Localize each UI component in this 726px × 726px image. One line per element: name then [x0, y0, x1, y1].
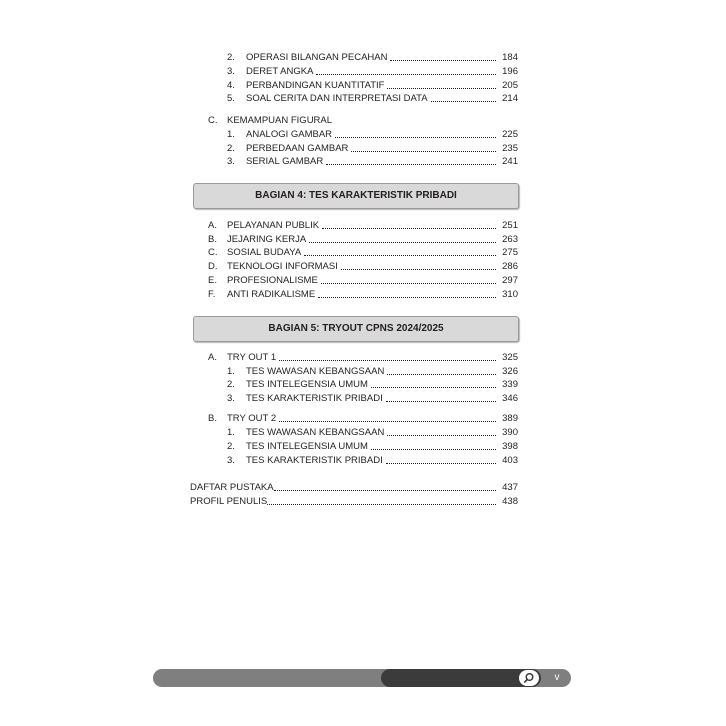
bagian-5-heading[interactable]: BAGIAN 5: TRYOUT CPNS 2024/2025 [193, 316, 519, 342]
entry-number: 2. [227, 52, 235, 63]
entry-title: TES WAWASAN KEBANGSAAN [246, 427, 385, 438]
entry-title: ANTI RADIKALISME [227, 289, 316, 300]
entry-number: 2. [227, 143, 235, 154]
dot-leader [326, 156, 496, 165]
entry-number: 3. [227, 156, 235, 167]
entry-page: 205 [502, 80, 518, 91]
entry-number: 4. [227, 80, 235, 91]
dot-leader [279, 352, 496, 361]
toc-entry[interactable] [190, 482, 518, 494]
horizontal-scrollbar[interactable] [153, 669, 571, 687]
magnifier-icon [523, 672, 535, 684]
dot-leader [386, 393, 496, 402]
entry-title: TRY OUT 1 [227, 352, 277, 363]
entry-page: 235 [502, 143, 518, 154]
toc-entry[interactable] [227, 393, 518, 405]
entry-page: 398 [502, 441, 518, 452]
toc-entry[interactable] [227, 143, 518, 155]
dot-leader [387, 366, 496, 375]
entry-page: 275 [502, 247, 518, 258]
scrollbar-thumb[interactable] [381, 669, 541, 687]
toc-entry[interactable] [227, 427, 518, 439]
entry-number: 1. [227, 427, 235, 438]
dot-leader [274, 482, 496, 491]
entry-page: 403 [502, 455, 518, 466]
dot-leader [335, 129, 496, 138]
entry-page: 214 [502, 93, 518, 104]
section-letter: C. [208, 115, 218, 126]
entry-title: SERIAL GAMBAR [246, 156, 324, 167]
toc-entry[interactable] [227, 366, 518, 378]
entry-title: DAFTAR PUSTAKA [190, 482, 274, 493]
toc-entry[interactable] [227, 379, 518, 391]
toc-entry[interactable] [208, 234, 518, 246]
entry-page: 241 [502, 156, 518, 167]
entry-page: 263 [502, 234, 518, 245]
dot-leader [431, 93, 496, 102]
entry-letter: B. [208, 413, 217, 424]
entry-page: 225 [502, 129, 518, 140]
dot-leader [267, 496, 496, 505]
toc-entry[interactable] [227, 93, 518, 105]
entry-number: 1. [227, 129, 235, 140]
entry-title: PERBANDINGAN KUANTITATIF [246, 80, 385, 91]
entry-letter: F. [208, 289, 216, 300]
entry-letter: E. [208, 275, 217, 286]
toc-entry[interactable] [227, 129, 518, 141]
section-title: KEMAMPUAN FIGURAL [227, 115, 333, 126]
toc-entry[interactable] [208, 289, 518, 301]
dot-leader [390, 52, 496, 61]
dot-leader [387, 80, 496, 89]
dot-leader [371, 379, 496, 388]
entry-letter: D. [208, 261, 218, 272]
toc-entry[interactable] [227, 80, 518, 92]
bagian-4-heading[interactable]: BAGIAN 4: TES KARAKTERISTIK PRIBADI [193, 183, 519, 209]
dot-leader [309, 234, 496, 243]
entry-page: 390 [502, 427, 518, 438]
entry-title: TEKNOLOGI INFORMASI [227, 261, 338, 272]
dot-leader [321, 275, 496, 284]
entry-number: 5. [227, 93, 235, 104]
dot-leader [371, 441, 496, 450]
zoom-button[interactable] [519, 670, 539, 686]
dot-leader [386, 455, 496, 464]
entry-title: PELAYANAN PUBLIK [227, 220, 320, 231]
dot-leader [279, 413, 496, 422]
dot-leader [387, 427, 496, 436]
entry-page: 326 [502, 366, 518, 377]
entry-title: SOSIAL BUDAYA [227, 247, 302, 258]
entry-title: TRY OUT 2 [227, 413, 277, 424]
toc-entry[interactable] [208, 413, 518, 425]
entry-page: 184 [502, 52, 518, 63]
toc-entry[interactable] [208, 275, 518, 287]
entry-page: 437 [502, 482, 518, 493]
toc-entry[interactable] [208, 352, 518, 364]
entry-title: TES INTELEGENSIA UMUM [246, 441, 368, 452]
entry-page: 325 [502, 352, 518, 363]
entry-page: 251 [502, 220, 518, 231]
toc-entry[interactable] [227, 156, 518, 168]
entry-title: PROFESIONALISME [227, 275, 318, 286]
entry-title: TES KARAKTERISTIK PRIBADI [246, 455, 383, 466]
entry-title: TES INTELEGENSIA UMUM [246, 379, 368, 390]
toc-entry[interactable] [227, 66, 518, 78]
entry-title: DERET ANGKA [246, 66, 314, 77]
toc-entry[interactable] [208, 247, 518, 259]
toc-entry[interactable] [208, 261, 518, 273]
entry-title: JEJARING KERJA [227, 234, 307, 245]
dot-leader [316, 66, 496, 75]
entry-number: 2. [227, 441, 235, 452]
entry-number: 3. [227, 393, 235, 404]
entry-page: 339 [502, 379, 518, 390]
entry-page: 286 [502, 261, 518, 272]
entry-number: 3. [227, 455, 235, 466]
dot-leader [304, 247, 496, 256]
toc-section-c[interactable] [208, 115, 332, 127]
entry-page: 438 [502, 496, 518, 507]
entry-number: 1. [227, 366, 235, 377]
toc-entry[interactable] [227, 441, 518, 453]
toc-entry[interactable] [208, 220, 518, 232]
dot-leader [341, 261, 496, 270]
entry-title: PERBEDAAN GAMBAR [246, 143, 349, 154]
entry-letter: A. [208, 352, 217, 363]
entry-page: 346 [502, 393, 518, 404]
entry-title: OPERASI BILANGAN PECAHAN [246, 52, 388, 63]
toc-entry[interactable] [190, 496, 518, 508]
dot-leader [318, 289, 496, 298]
entry-page: 297 [502, 275, 518, 286]
dot-leader [351, 143, 496, 152]
entry-title: TES KARAKTERISTIK PRIBADI [246, 393, 383, 404]
entry-letter: A. [208, 220, 217, 231]
toc-entry[interactable] [227, 52, 518, 64]
toc-entry[interactable] [227, 455, 518, 467]
entry-page: 310 [502, 289, 518, 300]
entry-title: TES WAWASAN KEBANGSAAN [246, 366, 385, 377]
chevron-down-icon[interactable]: v [554, 672, 560, 683]
entry-page: 196 [502, 66, 518, 77]
entry-page: 389 [502, 413, 518, 424]
entry-number: 2. [227, 379, 235, 390]
entry-letter: B. [208, 234, 217, 245]
entry-title: PROFIL PENULIS [190, 496, 268, 507]
entry-number: 3. [227, 66, 235, 77]
entry-title: ANALOGI GAMBAR [246, 129, 333, 140]
entry-letter: C. [208, 247, 218, 258]
dot-leader [322, 220, 496, 229]
entry-title: SOAL CERITA DAN INTERPRETASI DATA [246, 93, 428, 104]
